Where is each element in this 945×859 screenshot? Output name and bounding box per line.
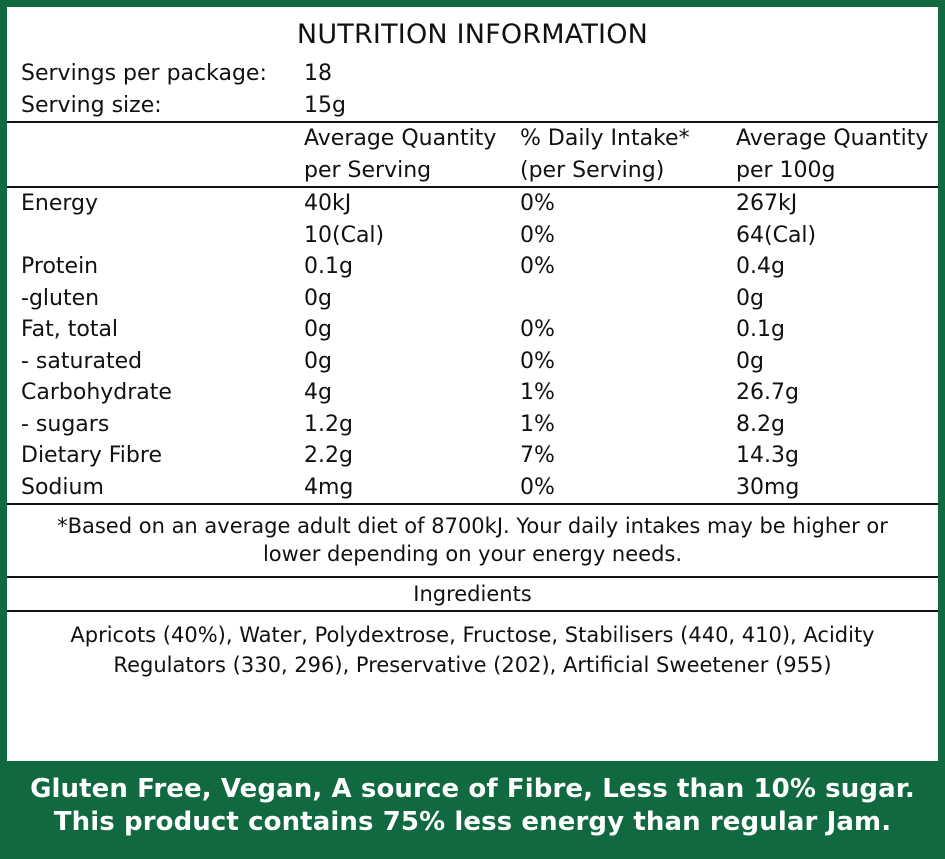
ingredients-list bbox=[7, 612, 938, 691]
claims-line-2: This product contains 75% less energy than regular Jam. bbox=[53, 806, 892, 837]
nutrient-per-serving: 4g bbox=[304, 380, 332, 405]
nutrient-per-100g: 267kJ bbox=[736, 191, 798, 216]
serving-size-spacer2 bbox=[736, 90, 938, 123]
ingredients-line-2: Regulators (330, 296), Preservative (202), Artificial Sweetener (955) bbox=[113, 653, 832, 678]
nutrient-per-serving: 2.2g bbox=[304, 443, 353, 468]
table-row bbox=[7, 472, 938, 504]
table-row bbox=[7, 346, 938, 378]
nutrient-daily-intake: 0% bbox=[520, 348, 555, 374]
footnote-line-1: *Based on an average adult diet of 8700kJ. Your daily intakes may be higher or bbox=[57, 514, 888, 538]
servings-per-package-value: 18 bbox=[304, 61, 332, 86]
nutrient-per-serving: 1.2g bbox=[304, 411, 353, 437]
column-header-row-line2 bbox=[7, 155, 938, 188]
table-row bbox=[7, 409, 938, 441]
nutrient-per-100g: 30mg bbox=[736, 474, 800, 500]
nutrient-daily-intake: 1% bbox=[520, 380, 555, 405]
nutrient-per-serving: 40kJ bbox=[304, 191, 352, 216]
nutrient-per-serving: 4mg bbox=[304, 474, 354, 500]
nutrient-label: Protein bbox=[21, 254, 99, 279]
servings-per-package-label: Servings per package: bbox=[21, 61, 267, 86]
nutrient-label: Energy bbox=[21, 191, 99, 216]
claims-line-1: Gluten Free, Vegan, A source of Fibre, Less than 10% sugar. bbox=[30, 774, 915, 804]
nutrient-per-serving: 0.1g bbox=[304, 254, 353, 279]
nutrient-label: Sodium bbox=[21, 474, 104, 500]
nutrient-daily-intake: 0% bbox=[520, 317, 555, 342]
serving-size-value: 15g bbox=[304, 90, 520, 123]
serving-size-spacer bbox=[520, 90, 736, 123]
serving-size-label: Serving size: bbox=[7, 90, 304, 123]
nutrient-per-serving: 10(Cal) bbox=[304, 222, 385, 248]
column-header-row-line1 bbox=[7, 122, 938, 155]
nutrient-daily-intake: 0% bbox=[520, 191, 555, 216]
nutrient-daily-intake bbox=[520, 283, 736, 315]
servings-per-package-spacer bbox=[520, 58, 736, 90]
nutrient-label: -gluten bbox=[21, 285, 100, 311]
nutrient-per-100g: 0.4g bbox=[736, 254, 785, 279]
serving-size-row bbox=[7, 90, 938, 123]
servings-per-package-spacer2 bbox=[736, 58, 938, 90]
table-row bbox=[7, 440, 938, 472]
nutrient-label: - sugars bbox=[21, 411, 110, 437]
nutrient-label bbox=[7, 220, 304, 252]
nutrient-daily-intake: 7% bbox=[520, 443, 555, 468]
column-header-daily-intake-line2: (per Serving) bbox=[520, 155, 736, 188]
product-claims-banner bbox=[7, 761, 938, 852]
nutrient-daily-intake: 0% bbox=[520, 222, 555, 248]
table-row bbox=[7, 314, 938, 346]
nutrient-per-100g: 0g bbox=[736, 285, 764, 311]
nutrient-daily-intake: 1% bbox=[520, 411, 555, 437]
nutrition-table-wrapper bbox=[7, 58, 938, 503]
column-header-blank bbox=[7, 122, 304, 155]
nutrition-table bbox=[7, 58, 938, 503]
daily-intake-footnote bbox=[7, 503, 938, 576]
table-row bbox=[7, 377, 938, 409]
nutrient-label: - saturated bbox=[21, 348, 143, 374]
ingredients-heading: Ingredients bbox=[7, 576, 938, 612]
nutrient-label: Carbohydrate bbox=[21, 380, 172, 405]
nutrient-per-100g: 0.1g bbox=[736, 317, 785, 342]
page-title: NUTRITION INFORMATION bbox=[296, 19, 649, 50]
servings-per-package-row bbox=[7, 58, 938, 90]
nutrient-label: Fat, total bbox=[21, 317, 119, 342]
nutrient-per-serving: 0g bbox=[304, 285, 332, 311]
nutrient-label: Dietary Fibre bbox=[21, 443, 162, 468]
column-header-per-100g-line2: per 100g bbox=[736, 155, 938, 188]
column-header-blank2 bbox=[7, 155, 304, 188]
table-row bbox=[7, 220, 938, 252]
nutrient-per-100g: 64(Cal) bbox=[736, 222, 817, 248]
nutrient-per-serving: 0g bbox=[304, 317, 332, 342]
ingredients-line-1: Apricots (40%), Water, Polydextrose, Fructose, Stabilisers (440, 410), Acidity bbox=[70, 622, 875, 647]
nutrient-per-100g: 0g bbox=[736, 348, 764, 374]
column-header-per-serving-line2: per Serving bbox=[304, 155, 520, 188]
nutrient-per-serving: 0g bbox=[304, 348, 332, 374]
footnote-line-2: lower depending on your energy needs. bbox=[262, 542, 683, 567]
column-header-per-serving-line1: Average Quantity bbox=[304, 126, 497, 151]
nutrient-daily-intake: 0% bbox=[520, 254, 555, 279]
nutrient-per-100g: 26.7g bbox=[736, 380, 799, 405]
nutrient-per-100g: 14.3g bbox=[736, 443, 799, 468]
column-header-per-100g-line1: Average Quantity bbox=[736, 126, 929, 151]
nutrient-daily-intake: 0% bbox=[520, 474, 555, 500]
column-header-daily-intake-line1: % Daily Intake* bbox=[520, 126, 690, 151]
table-row bbox=[7, 283, 938, 315]
table-row bbox=[7, 187, 938, 220]
nutrient-per-100g: 8.2g bbox=[736, 411, 785, 437]
table-row bbox=[7, 251, 938, 283]
